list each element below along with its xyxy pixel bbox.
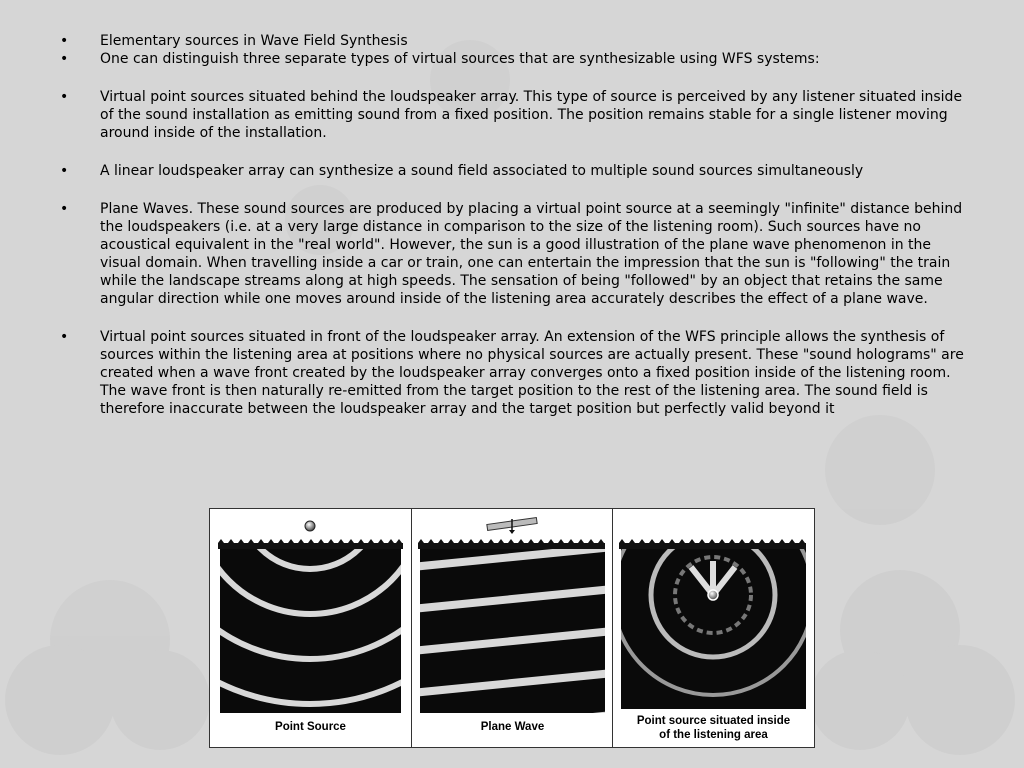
caption-line-2: of the listening area bbox=[659, 729, 768, 741]
caption-point-source: Point Source bbox=[275, 721, 346, 733]
plane-wave-diagram bbox=[412, 509, 613, 747]
bullet-item: • Elementary sources in Wave Field Synthesis bbox=[60, 32, 970, 50]
bullet-list bbox=[60, 32, 970, 418]
panel-inside-source bbox=[612, 509, 814, 747]
panel-point-source bbox=[210, 509, 411, 747]
bullet-item: • Plane Waves. These sound sources are produced by placing a virtual point source at a seemingly "infinite" distance behind the loudspeakers (i.e. at a very large distance in comparison to the size of the listening room). Such sources have no acoustical equivalent in the "real world". However, the sun is a good illustration of the plane wave phenomenon in the visual domain. When travelling inside a car or train, one can entertain the impression that the sun is "following" the train while the landscape streams along at high speeds. The sensation of being "followed" by an object that retains the same angular direction while one moves around inside of the listening area accurately describes the effect of a plane wave. bbox=[60, 200, 970, 308]
source-ball bbox=[305, 521, 315, 531]
point-source-diagram bbox=[210, 509, 411, 747]
loudspeaker-array bbox=[418, 539, 605, 549]
source-ball bbox=[708, 590, 718, 600]
inside-source-diagram bbox=[613, 509, 814, 747]
plane-source-bar bbox=[487, 518, 537, 534]
panel-plane-wave bbox=[411, 509, 613, 747]
caption-inside-source bbox=[613, 714, 814, 742]
loudspeaker-array bbox=[619, 539, 806, 549]
bullet-item: • Virtual point sources situated behind the loudspeaker array. This type of source is perceived by any listener situated inside of the sound installation as emitting sound from a fixed position. The position remains stable for a single listener moving around inside of the installation. bbox=[60, 88, 970, 142]
bullet-item: • One can distinguish three separate types of virtual sources that are synthesizable using WFS systems: bbox=[60, 50, 970, 68]
caption-plane-wave: Plane Wave bbox=[480, 721, 545, 733]
caption-line-1: Point source situated inside bbox=[636, 715, 791, 727]
wfs-figure bbox=[209, 508, 815, 748]
bullet-item: • A linear loudspeaker array can synthesize a sound field associated to multiple sound sources simultaneously bbox=[60, 162, 970, 180]
bullet-item: • Virtual point sources situated in front of the loudspeaker array. An extension of the WFS principle allows the synthesis of sources within the listening area at positions where no physical sources are actually present. These "sound holograms" are created when a wave front created by the loudspeaker array converges onto a fixed position inside of the listening room. The wave front is then naturally re-emitted from the target position to the rest of the listening area. The sound field is therefore inaccurate between the loudspeaker array and the target position but perfectly valid beyond it bbox=[60, 328, 970, 418]
loudspeaker-array bbox=[218, 543, 403, 549]
